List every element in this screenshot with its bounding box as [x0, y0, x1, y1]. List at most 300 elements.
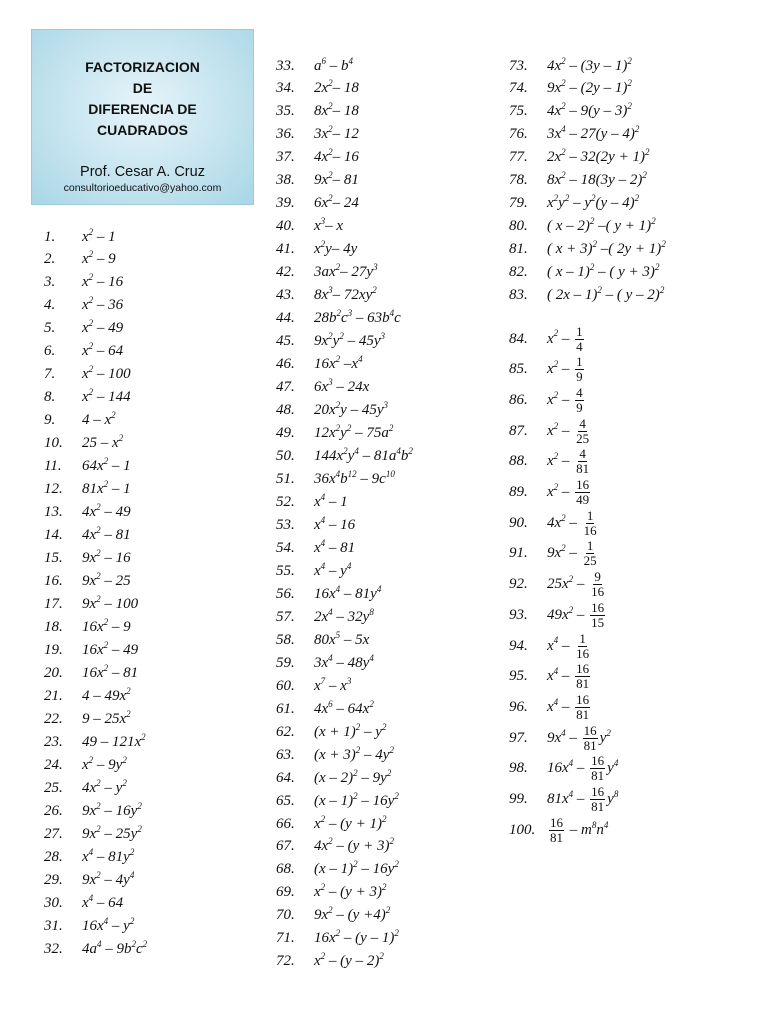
exercise-item — [276, 400, 388, 422]
exercise-item — [276, 721, 386, 743]
exercise-item — [276, 652, 374, 674]
exercise-expression: $a^6 - b^4$ — [314, 55, 353, 74]
exercise-expression: $x^2 - 9y^2$ — [82, 754, 127, 773]
exponent: 2 — [335, 423, 341, 434]
exponent: 2 — [328, 331, 333, 342]
exercise-item — [509, 101, 632, 123]
exercise-expression: $4x^2 - 49$ — [82, 502, 131, 521]
author-email: consultorioeducativo@yahoo.com — [63, 182, 222, 194]
exponent: 2 — [381, 882, 387, 893]
exercise-item — [509, 722, 611, 753]
fraction — [575, 632, 590, 661]
exercise-item — [44, 249, 116, 271]
fraction — [590, 754, 605, 783]
exercise-expression: $20x^2y - 45y^3$ — [314, 400, 388, 419]
exercise-number: 92. — [509, 576, 528, 593]
exercise-number: 50. — [276, 447, 295, 464]
exercise-item — [276, 836, 394, 858]
exercise-item — [276, 606, 374, 628]
exponent: 2 — [379, 951, 384, 962]
exercise-number: 98. — [509, 760, 528, 777]
exercise-item — [44, 525, 131, 547]
exponent: 2 — [553, 192, 559, 203]
exponent: 2 — [355, 744, 361, 755]
exponent: 2 — [335, 262, 341, 273]
title-line: DIFERENCIA DE — [88, 101, 197, 117]
exercise-number: 73. — [509, 57, 528, 74]
denominator: 4 — [576, 338, 583, 354]
exercise-number: 19. — [44, 641, 63, 658]
exponent: 2 — [118, 433, 124, 444]
exercise-expression: $2x^2 - 32(2y + 1)^2$ — [547, 147, 650, 166]
exponent: 4 — [613, 758, 619, 769]
exercise-expression: $4 - x^2$ — [82, 410, 116, 429]
exponent: 3 — [328, 377, 333, 388]
exercise-item — [509, 147, 649, 169]
exercise-item — [44, 410, 116, 432]
exercise-expression: $8x^2 - 18(3y - 2)^2$ — [547, 170, 647, 188]
exercise-item — [44, 226, 116, 248]
exercise-expression: $x^2 - 49$ — [82, 318, 124, 337]
exercise-item — [44, 571, 131, 593]
denominator: 81 — [576, 461, 590, 477]
numerator: 16 — [591, 599, 605, 615]
exponent: 2 — [88, 387, 94, 398]
exercise-item — [44, 777, 127, 799]
exercise-expression: $x^2 - 100$ — [82, 364, 131, 383]
exponent: 2 — [353, 859, 358, 870]
exercise-number: 90. — [509, 514, 528, 531]
exercise-item — [509, 55, 632, 77]
exercise-item — [44, 938, 147, 960]
exercise-item — [276, 445, 413, 467]
exercise-expression: $(x - 1)^2 - 16y^2$ — [314, 790, 399, 809]
exercise-number: 34. — [276, 80, 295, 97]
exercise-expression: $81x^2 - 1$ — [82, 479, 131, 498]
exponent: 4 — [603, 819, 609, 830]
exponent: 4 — [568, 758, 574, 769]
exercise-expression: $x^3-$ x — [314, 216, 344, 235]
exponent: 2 — [644, 147, 650, 158]
exercise-expression: $28b^2c^3 - 63b^4c$ — [314, 308, 401, 327]
exercise-expression: $9x^2$ – $\frac{1}{25}$ — [547, 538, 597, 569]
exercise-expression: $x^2$ – $\frac{4}{81}$ — [547, 446, 590, 477]
numerator: 16 — [576, 477, 590, 492]
exponent: 4 — [320, 491, 326, 502]
exercise-item — [44, 387, 131, 409]
exercise-item — [276, 147, 359, 169]
exercise-expression: $4x^2 - 9(y - 3)^2$ — [547, 101, 632, 120]
exponent: 2 — [591, 192, 596, 203]
exponent: 2 — [126, 708, 131, 719]
exercise-number: 43. — [276, 287, 295, 304]
exponent: 2 — [131, 938, 136, 949]
exercise-number: 55. — [276, 562, 295, 579]
exponent: 2 — [564, 192, 570, 203]
fraction — [575, 693, 590, 722]
exercise-number: 94. — [509, 637, 528, 654]
fraction — [583, 509, 598, 538]
exponent: 2 — [355, 721, 361, 732]
exercise-item — [276, 239, 357, 261]
fraction — [575, 662, 590, 691]
exercise-expression: $x^4 - 64$ — [82, 892, 124, 911]
exponent: 2 — [568, 604, 574, 615]
exponent: 4 — [396, 445, 401, 456]
exercise-number: 48. — [276, 402, 295, 419]
exponent: 2 — [381, 813, 387, 824]
exercise-number: 2. — [44, 251, 56, 268]
exercise-number: 58. — [276, 631, 295, 648]
exercise-number: 61. — [276, 700, 295, 717]
exercise-number: 15. — [44, 550, 63, 567]
exercise-number: 44. — [276, 310, 295, 327]
author: Prof. Cesar A. Cruz — [80, 164, 205, 180]
exponent: 2 — [394, 790, 399, 801]
exercise-item — [44, 846, 134, 868]
exponent: 2 — [88, 318, 94, 329]
exercise-number: 88. — [509, 453, 528, 470]
denominator: 9 — [576, 369, 583, 385]
exercise-number: 4. — [44, 297, 56, 314]
exercise-number: 45. — [276, 333, 295, 350]
exponent: 2 — [394, 859, 399, 870]
exponent: 2 — [88, 272, 94, 283]
exercise-number: 54. — [276, 539, 295, 556]
exercise-number: 31. — [44, 917, 63, 934]
exponent: 2 — [369, 698, 374, 709]
exponent: 4 — [553, 666, 559, 677]
exponent: 2 — [88, 249, 94, 260]
exponent: 2 — [336, 308, 341, 319]
exercise-number: 100. — [509, 821, 536, 838]
exercise-item — [276, 468, 395, 490]
exponent: 2 — [96, 869, 101, 880]
exercise-expression: $x^4$ – $\frac{16}{81}$ — [547, 691, 590, 722]
exponent: 2 — [328, 101, 333, 112]
exponent: 2 — [661, 238, 666, 249]
exponent: 2 — [627, 101, 632, 112]
exponent: 4 — [561, 727, 566, 738]
exercise-expression: $49x^2$ – $\frac{16}{15}$ — [547, 599, 605, 630]
exercise-number: 12. — [44, 481, 63, 498]
exercise-expression: $16x^2 - 9$ — [82, 616, 131, 635]
exponent: 4 — [553, 635, 559, 646]
exponent: 4 — [103, 915, 109, 926]
exercise-expression: $9x^2 - 100$ — [82, 594, 139, 613]
exponent: 3 — [373, 262, 378, 273]
exercise-expression: $8x^3-$ $72xy^2$ — [314, 285, 377, 304]
exponent: 2 — [568, 574, 574, 585]
exercise-number: 52. — [276, 493, 295, 510]
exercise-item — [276, 55, 353, 77]
exercise-expression: $(x + 3)^2 - 4y^2$ — [314, 744, 394, 763]
denominator: 15 — [591, 614, 605, 630]
exercise-number: 5. — [44, 320, 56, 337]
exponent: 2 — [320, 239, 326, 250]
exponent: 2 — [659, 284, 665, 295]
exercise-item — [509, 814, 609, 845]
exponent: 2 — [561, 512, 566, 523]
exercise-item — [276, 377, 369, 399]
exercise-item — [276, 698, 374, 720]
exercise-number: 86. — [509, 391, 528, 408]
numerator: 16 — [576, 691, 590, 707]
exercise-item — [509, 354, 586, 385]
exercise-expression: $x^4 - 81$ — [314, 537, 356, 556]
exponent: 2 — [353, 767, 358, 778]
exercise-expression: $9x^2 - (2y - 1)^2$ — [547, 78, 632, 97]
exercise-expression: $9x^2y^2 - 45y^3$ — [314, 331, 386, 350]
exercise-expression: $144x^2y^4 - 81a^4b^2$ — [314, 445, 413, 464]
exercise-item — [276, 560, 351, 582]
exercise-number: 25. — [44, 779, 63, 796]
exponent: 4 — [376, 583, 382, 594]
exercise-item — [276, 285, 377, 307]
exercise-expression: $x^4$ – $\frac{16}{81}$ — [547, 661, 590, 692]
exercise-expression: ( 2x – 1)$^2$ – ( y – 2)$^2$ — [547, 284, 665, 303]
exercise-number: 17. — [44, 596, 63, 613]
exercise-item — [44, 892, 123, 914]
exponent: 4 — [335, 583, 341, 594]
exercise-item — [276, 537, 355, 559]
denominator: 49 — [576, 492, 590, 507]
exercise-number: 59. — [276, 654, 295, 671]
exponent: 3 — [380, 331, 386, 342]
exercise-item — [44, 295, 123, 317]
exercise-number: 22. — [44, 710, 63, 727]
exercise-number: 87. — [509, 422, 528, 439]
exercise-expression: $9x^2 - (y +4)^2$ — [314, 905, 391, 924]
exercise-expression: $x^2 - (y + 1)^2$ — [314, 813, 387, 832]
exercise-number: 36. — [276, 126, 295, 143]
exercise-number: 89. — [509, 484, 528, 500]
exponent: 4 — [348, 55, 353, 66]
exercise-expression: $9x^2 - 25y^2$ — [82, 823, 142, 842]
exponent: 2 — [408, 445, 413, 456]
exercise-item — [44, 915, 134, 937]
exercise-number: 93. — [509, 606, 528, 623]
exponent: 2 — [88, 226, 94, 237]
exercise-item — [509, 323, 586, 354]
exercise-item — [44, 272, 123, 294]
exponent: 4 — [389, 308, 395, 319]
exercise-number: 28. — [44, 848, 63, 865]
exponent: 4 — [320, 514, 326, 525]
exponent: 8 — [613, 788, 619, 799]
numerator: 4 — [579, 446, 586, 462]
exercise-item — [509, 569, 607, 600]
exercise-item — [276, 905, 390, 927]
exponent: 2 — [111, 410, 116, 421]
exponent: 2 — [372, 285, 377, 296]
exercise-expression: $3x^4 - 48y^4$ — [314, 652, 374, 671]
exercise-expression: $(x - 2)^2 - 9y^2$ — [314, 767, 392, 786]
denominator: 81 — [591, 799, 605, 814]
exercise-expression: $4x^2 - y^2$ — [82, 777, 127, 796]
exercise-number: 1. — [44, 228, 56, 245]
exercise-expression: $\frac{16}{81}$ – $m^8n^4$ — [550, 814, 609, 845]
title-line: CUADRADOS — [97, 122, 188, 138]
exercise-expression: $x^2y^2 - y^2(y - 4)^2$ — [547, 192, 640, 211]
numerator: 1 — [579, 630, 586, 646]
exponent: 8 — [591, 819, 597, 830]
exercise-number: 78. — [509, 172, 528, 188]
exercise-item — [276, 813, 386, 835]
exercise-item — [509, 192, 639, 214]
numerator: 16 — [576, 661, 590, 677]
exercise-item — [509, 477, 592, 507]
exercise-number: 70. — [276, 907, 295, 924]
exponent: 2 — [103, 662, 109, 673]
exercise-number: 37. — [276, 149, 295, 166]
exponent: 4 — [328, 606, 333, 617]
exercise-expression: $4x^2 - (3y - 1)^2$ — [547, 55, 632, 74]
numerator: 16 — [591, 753, 605, 769]
exponent: 2 — [651, 215, 656, 226]
exercise-item — [509, 215, 656, 237]
exercise-number: 49. — [276, 425, 295, 442]
exercise-item — [276, 193, 359, 215]
exponent: 2 — [88, 364, 94, 375]
denominator: 81 — [576, 676, 590, 692]
exercise-expression: $x^2$ – $\frac{16}{49}$ — [547, 477, 590, 507]
exercise-item — [44, 662, 138, 684]
exponent: 2 — [634, 192, 640, 203]
exponent: 2 — [320, 882, 326, 893]
exponent: 2 — [561, 101, 566, 112]
title-box — [31, 29, 254, 205]
numerator: 16 — [583, 722, 597, 738]
exercise-expression: $4x^2 - 81$ — [82, 525, 131, 544]
fraction — [590, 570, 605, 599]
exponent: 10 — [385, 468, 395, 479]
exponent: 7 — [320, 675, 326, 686]
exercise-item — [509, 238, 666, 260]
exercise-expression: $x^4 - 16$ — [314, 514, 356, 533]
exercise-expression: $16x^2 - (y - 1)^2$ — [314, 928, 399, 947]
exercise-number: 79. — [509, 194, 528, 211]
exponent: 4 — [97, 938, 102, 949]
exercise-number: 62. — [276, 723, 295, 740]
exercise-expression: $x^2 - 36$ — [82, 295, 124, 314]
exponent: 2 — [388, 423, 394, 434]
exponent: 2 — [137, 800, 142, 811]
denominator: 16 — [583, 522, 597, 538]
exercise-number: 3. — [44, 274, 56, 291]
exercise-expression: $36x^4b^{12} - 9c^{10}$ — [314, 468, 395, 487]
exercise-expression: $49 - 121x^2$ — [82, 731, 146, 750]
exponent: 2 — [343, 445, 348, 456]
exercise-item — [44, 548, 131, 570]
exercise-number: 64. — [276, 769, 295, 786]
exercise-item — [276, 882, 386, 904]
exercise-number: 99. — [509, 791, 528, 807]
denominator: 25 — [583, 553, 597, 569]
exercise-expression: $x^2$ – $\frac{1}{9}$ — [547, 354, 583, 385]
exercise-number: 63. — [276, 746, 295, 763]
exercise-expression: $16x^4$ – $\frac{16}{81}$ $y^4$ — [547, 753, 619, 784]
exercise-expression: $25x^2$ – $\frac{9}{16}$ — [547, 569, 605, 600]
fraction — [575, 325, 584, 354]
exponent: 3 — [346, 675, 352, 686]
exponent: 4 — [346, 560, 352, 571]
exercise-number: 95. — [509, 668, 528, 685]
exercise-number: 85. — [509, 361, 528, 378]
exercise-expression: $3ax^2-$ $27y^3$ — [314, 262, 378, 281]
exercise-expression: $x^2 - 144$ — [82, 387, 131, 406]
exercise-expression: $25 - x^2$ — [82, 433, 124, 452]
exponent: 2 — [328, 193, 333, 204]
exercise-number: 18. — [44, 618, 63, 635]
exercise-item — [44, 685, 131, 707]
exponent: 2 — [88, 341, 94, 352]
numerator: 16 — [591, 784, 605, 799]
exponent: 2 — [103, 616, 109, 627]
exponent: 2 — [96, 594, 101, 605]
exponent: 2 — [386, 767, 392, 778]
exponent: 2 — [634, 124, 640, 135]
exponent: 2 — [389, 744, 394, 755]
exercise-number: 26. — [44, 802, 63, 819]
exercise-number: 8. — [44, 389, 56, 406]
exercise-number: 77. — [509, 149, 528, 166]
exercise-expression: $4x^2-$ 16 — [314, 147, 359, 166]
exercise-expression: $16x^4 - 81y^4$ — [314, 583, 382, 602]
exercise-number: 21. — [44, 687, 63, 704]
exercise-item — [44, 456, 131, 478]
exponent: 4 — [568, 788, 574, 799]
exercise-item — [276, 331, 385, 353]
exercise-item — [276, 101, 359, 123]
exponent: 2 — [627, 78, 632, 89]
exponent: 2 — [627, 55, 632, 66]
title — [32, 57, 253, 141]
exercise-item — [509, 507, 600, 538]
exponent: 2 — [335, 354, 341, 365]
exercise-number: 35. — [276, 103, 295, 120]
exponent: 5 — [335, 629, 341, 640]
exercise-item — [276, 262, 378, 284]
exponent: 2 — [320, 813, 326, 824]
exponent: 4 — [320, 560, 326, 571]
exercise-item — [44, 708, 131, 730]
exponent: 2 — [642, 170, 647, 180]
exponent: 4 — [358, 354, 363, 365]
exercise-item — [509, 415, 592, 446]
exercise-number: 23. — [44, 733, 63, 750]
exponent: 8 — [369, 606, 374, 617]
exercise-item — [44, 731, 146, 753]
exercise-number: 33. — [276, 57, 295, 74]
exercise-number: 84. — [509, 330, 528, 347]
fraction — [583, 539, 598, 568]
fraction — [575, 478, 590, 507]
exponent: 4 — [335, 468, 341, 479]
exponent: 3 — [347, 308, 353, 319]
fraction — [549, 816, 564, 845]
exercise-item — [509, 446, 592, 477]
fraction — [583, 724, 598, 753]
exercise-number: 38. — [276, 172, 295, 189]
exercise-number: 82. — [509, 263, 528, 280]
denominator: 16 — [591, 584, 605, 600]
exponent: 2 — [328, 170, 333, 181]
exercise-expression: ( x + 3)$^2$ –( 2y + 1)$^2$ — [547, 238, 666, 257]
denominator: 81 — [591, 768, 605, 784]
exercise-item — [44, 318, 123, 340]
exponent: 2 — [137, 823, 142, 834]
